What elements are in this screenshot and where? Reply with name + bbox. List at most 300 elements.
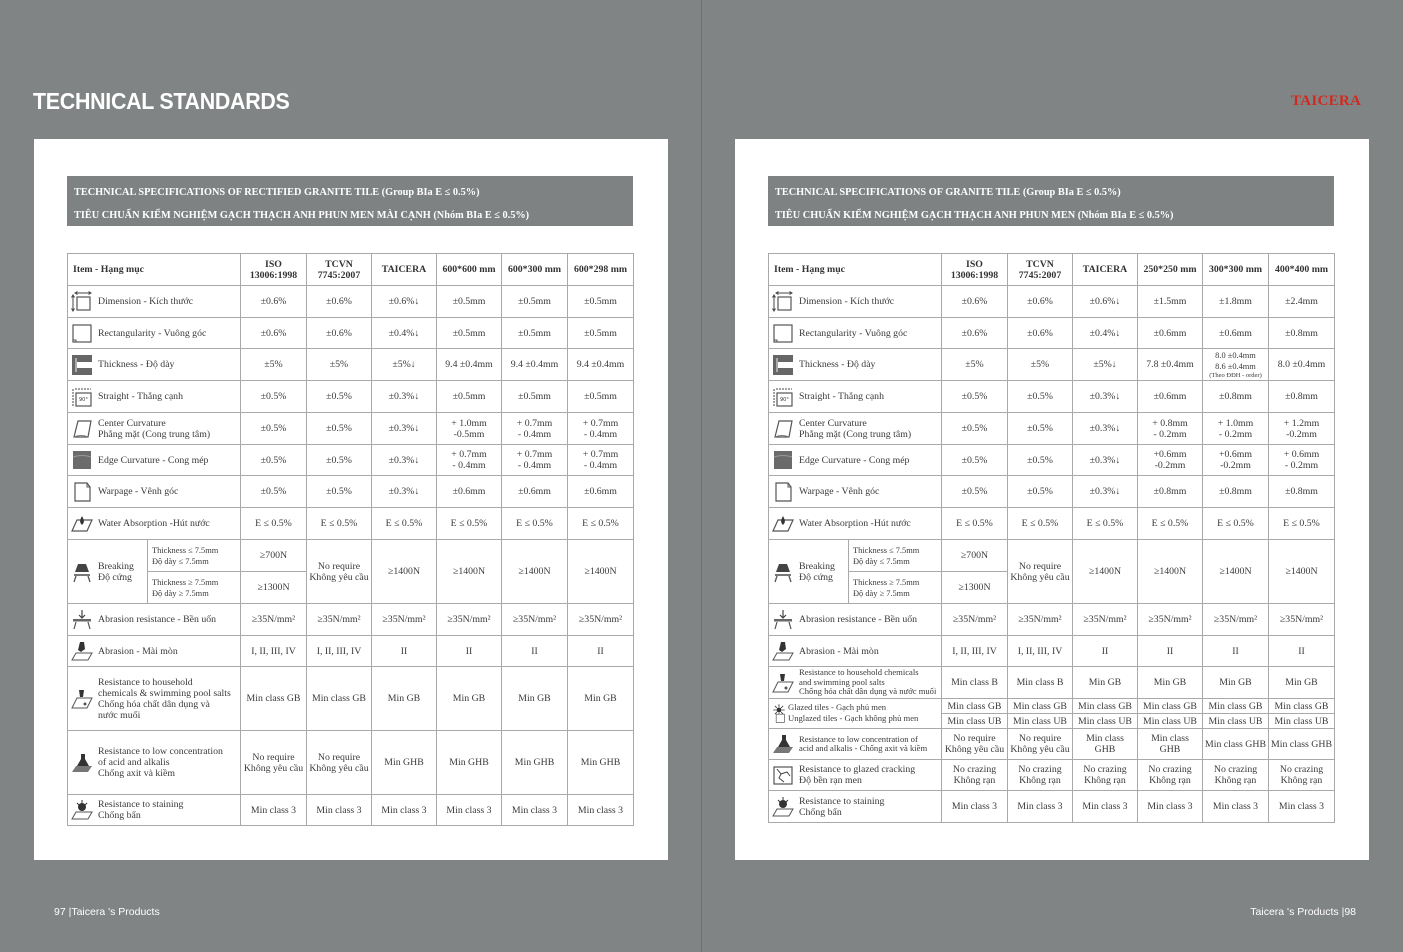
value-cell: ≥1400N [1073,540,1138,604]
value-cell: E ≤ 0.5% [1073,508,1138,540]
value-cell: ≥1300N [241,572,307,604]
item-label-line: Thickness - Độ dày [98,359,175,370]
item-label [98,455,238,466]
item-label-line: Resistance to glazed cracking [799,764,916,775]
value-line: ISO [265,258,282,270]
value-cell [1203,445,1269,476]
spec-title-bar [67,176,633,226]
value-cell [568,445,634,476]
spec-panel-rectified-granite [34,139,668,860]
item-label [98,746,238,779]
spec-title-en: TECHNICAL SPECIFICATIONS OF GRANITE TILE (Group BIa E ≤ 0.5%) [775,187,1121,198]
value-cell: ≥35N/mm² [437,604,502,636]
value-cell: Min class 3 [502,795,568,826]
value-cell: ±0.6% [1008,286,1073,318]
center-curvature-icon [71,418,93,440]
value-cell: ±0.6%↓ [372,286,437,318]
item-cell-straight [68,381,241,413]
value-cell: ≥35N/mm² [241,604,307,636]
value-cell: Min class 3 [307,795,372,826]
value-cell: ±0.5% [942,476,1008,508]
value-cell: ±5% [241,349,307,381]
value-cell: Min GB [1073,667,1138,699]
value-cell: ±5% [1008,349,1073,381]
value-cell: ±0.6mm [1203,318,1269,349]
item-cell-warp [769,476,942,508]
value-cell: ≥35N/mm² [1073,604,1138,636]
item-label [799,328,939,339]
item-label-line: Warpage - Vênh góc [98,486,179,497]
table-row [769,760,1335,791]
value-cell: 9.4 ±0.4mm [502,349,568,381]
table-row [68,795,634,826]
table-row [769,413,1335,445]
straightness-icon [772,386,794,408]
thickness-icon [71,354,93,376]
value-cell: ±1.8mm [1203,286,1269,318]
value-cell: Min class UB [1203,714,1269,729]
item-cell-dimension [68,286,241,318]
value-cell: I, II, III, IV [942,636,1008,667]
item-label-line: Resistance to low concentration [98,746,223,757]
value-cell [1138,760,1203,791]
value-cell: ≥1400N [437,540,502,604]
value-line: Độ dày ≤ 7.5mm [853,556,910,566]
value-cell: E ≤ 0.5% [1138,508,1203,540]
value-line: + 0.6mm [1283,449,1320,460]
value-line: + 1.0mm [1217,417,1254,429]
value-cell [1203,760,1269,791]
value-cell: Min class B [942,667,1008,699]
bending-load-icon [71,609,93,631]
item-label-line: Resistance to household chemicals [799,667,919,678]
item-cell-abrasion [769,636,942,667]
table-row [769,604,1335,636]
value-cell: Min GHB [568,731,634,795]
svg-text:90°: 90° [780,396,789,403]
value-cell: E ≤ 0.5% [372,508,437,540]
value-cell [1008,760,1073,791]
value-cell: ±0.5mm [568,381,634,413]
value-cell: ±5% [942,349,1008,381]
value-cell: ±0.5% [307,445,372,476]
value-cell: ±0.6% [241,318,307,349]
item-label-line: Breaking [799,560,835,572]
value-line: Không yêu cầu [1010,744,1070,755]
item-cell-acid [769,729,942,760]
value-line: Không yêu cầu [309,762,369,774]
value-cell: Min class UB [1269,714,1335,729]
stain-icon [71,799,93,821]
value-cell: ±0.8mm [1269,476,1335,508]
value-cell: ±0.6mm [502,476,568,508]
item-label-line: nước muối [98,709,141,721]
item-cell-chem [68,667,241,731]
value-cell: ≥35N/mm² [502,604,568,636]
breaking-subcondition [148,540,241,572]
value-cell: ±0.5% [1008,381,1073,413]
item-label-line: acid and alkalis - Chống axit và kiềm [799,743,928,753]
value-line: - 0.4mm [517,460,552,471]
table-row [769,699,1335,714]
value-line: No crazing [1083,764,1127,775]
brand-logo: TAICERA [1291,93,1362,109]
item-label-line: Chống axit và kiềm [98,768,176,779]
item-label [98,561,145,583]
rectangularity-icon [772,322,794,344]
column-header-iso [241,254,307,286]
value-line: TCVN [1026,258,1054,270]
straightness-icon [71,386,93,408]
value-line: -0.2mm [1154,460,1186,471]
value-cell [502,445,568,476]
item-label-line: Phẳng mặt (Cong trung tâm) [799,428,912,440]
item-label [799,668,939,697]
value-note: (Theo ĐĐH - order) [1209,371,1262,379]
table-row [769,508,1335,540]
svg-text:90°: 90° [79,396,88,403]
value-line: 13006:1998 [950,269,999,281]
value-cell [942,760,1008,791]
value-cell: ±0.8mm [1138,476,1203,508]
value-line: No require [1018,733,1062,744]
value-cell: E ≤ 0.5% [437,508,502,540]
value-cell: ±5%↓ [1073,349,1138,381]
value-cell: Min class UB [1138,714,1203,729]
value-cell [307,540,372,604]
item-cell-warp [68,476,241,508]
value-cell: ±0.5% [942,413,1008,445]
value-cell: ≥700N [942,540,1008,572]
value-cell: 9.4 ±0.4mm [437,349,502,381]
value-cell [1269,413,1335,445]
value-cell: Min class 3 [1138,791,1203,823]
value-cell [1269,760,1335,791]
value-line: 13006:1998 [249,269,298,281]
value-cell: Min class 3 [241,795,307,826]
value-line: 8.6 ±0.4mm [1215,361,1256,371]
value-cell: ±0.5% [1008,445,1073,476]
item-label-line: Chống bẩn [98,810,141,821]
table-row [68,445,634,476]
item-label-line: Abrasion resistance - Bền uốn [98,614,217,625]
table-row [769,318,1335,349]
value-line: No require [1018,560,1062,572]
value-line: -0.5mm [453,428,485,440]
item-label-line: Resistance to household [98,676,193,688]
value-cell: Min class B [1008,667,1073,699]
item-label-line: Abrasion - Mài mòn [799,645,879,657]
item-cell-abr_res [769,604,942,636]
breaking-subcondition [849,572,942,604]
spread-divider [701,0,702,952]
water-drop-icon [71,513,93,535]
value-cell: Min class GB [1203,699,1269,714]
value-cell: ≥700N [241,540,307,572]
value-cell: Min GB [568,667,634,731]
warpage-icon [71,481,93,503]
value-cell: Min class GHB [1203,729,1269,760]
value-cell: Min GHB [502,731,568,795]
table-row [68,667,634,731]
column-header-size: 600*298 mm [568,254,634,286]
value-cell: 8.0 ±0.4mm [1269,349,1335,381]
value-line: - 0.2mm [1153,428,1187,440]
value-cell: ≥1400N [502,540,568,604]
item-label [799,455,939,466]
value-cell: ±0.5% [307,413,372,445]
value-cell [568,413,634,445]
value-line: Không rạn [1149,775,1191,786]
spec-title-vi: TIÊU CHUẨN KIỂM NGHIỆM GẠCH THẠCH ANH PHUN MEN MÀI CẠNH (Nhóm BIa E ≤ 0.5%) [74,210,530,221]
item-label-line: Phẳng mặt (Cong trung tâm) [98,428,211,440]
table-row [68,381,634,413]
table-row [769,476,1335,508]
value-line: + 1.0mm [451,417,487,429]
table-row [68,508,634,540]
value-cell: I, II, III, IV [1008,636,1073,667]
item-label [799,296,939,307]
column-header-item: Item - Hạng mục [68,254,241,286]
value-cell: I, II, III, IV [307,636,372,667]
value-cell: Min class 3 [1073,791,1138,823]
item-label-line: Abrasion resistance - Bền uốn [799,614,918,625]
item-label-line: Edge Curvature - Cong mép [98,454,209,466]
item-cell-crack [769,760,942,791]
value-line: No crazing [952,764,997,775]
value-line: Thickness ≥ 7.5mm [853,577,920,587]
item-label [98,799,238,821]
value-line: + 0.7mm [516,449,553,460]
table-row [769,667,1335,699]
breaking-subcondition [148,572,241,604]
item-label-line: Thickness - Độ dày [799,359,876,370]
item-label [799,359,939,370]
value-cell: ±0.5% [307,476,372,508]
item-label-line: Straight - Thẳng cạnh [799,391,884,402]
value-cell: ±0.6% [241,286,307,318]
item-label-line: Độ cứng [799,571,833,583]
value-line: Thickness ≤ 7.5mm [152,545,219,555]
item-label [98,518,238,529]
value-cell: ±0.3%↓ [1073,413,1138,445]
value-cell: Min class UB [1073,714,1138,729]
value-line: Độ dày ≥ 7.5mm [152,588,209,598]
value-cell: Min GHB [437,731,502,795]
item-label-line: Water Absorption -Hút nước [799,518,911,529]
item-label-line: Chống bẩn [799,806,842,818]
value-line: +0.6mm [1218,449,1252,460]
value-cell: ≥35N/mm² [1138,604,1203,636]
value-cell: Min class 3 [1203,791,1269,823]
unglazed-tile-icon [774,712,786,724]
value-line: - 0.4mm [517,428,552,440]
footer-page-number-right: Taicera 's Products |98 [1250,906,1356,918]
value-cell: E ≤ 0.5% [568,508,634,540]
value-cell: ±0.5% [1008,413,1073,445]
spec-table [67,253,634,826]
value-cell: Min class GHB [1073,729,1138,760]
value-cell: Min class 3 [372,795,437,826]
item-label-line: Dimension - Kích thước [98,296,194,307]
value-cell: ±0.6mm [568,476,634,508]
column-header-item: Item - Hạng mục [769,254,942,286]
spec-title-vi: TIÊU CHUẨN KIỂM NGHIỆM GẠCH THẠCH ANH PHUN MEN (Nhóm BIa E ≤ 0.5%) [775,210,1174,221]
item-label-line: Edge Curvature - Cong mép [799,454,910,466]
value-cell: ±0.3%↓ [1073,381,1138,413]
value-cell: ±1.5mm [1138,286,1203,318]
column-header-taicera: TAICERA [372,254,437,286]
value-cell: ±0.4%↓ [1073,318,1138,349]
value-cell: ±0.6mm [1138,318,1203,349]
edge-curvature-icon [772,449,794,471]
value-cell: ±0.4%↓ [372,318,437,349]
value-cell: E ≤ 0.5% [241,508,307,540]
item-label-line-wrap [788,712,939,724]
value-cell [1138,413,1203,445]
value-cell: ≥1400N [1203,540,1269,604]
dimension-icon [772,291,794,313]
value-cell: ≥35N/mm² [568,604,634,636]
value-cell: ±0.6% [942,286,1008,318]
item-label-line: Resistance to staining [799,795,885,807]
breaking-strength-icon [71,561,93,583]
value-cell: ±0.6% [307,318,372,349]
value-cell: ±0.5mm [502,286,568,318]
column-header-size: 600*600 mm [437,254,502,286]
table-row [68,349,634,381]
item-label [98,614,238,625]
value-line: + 0.8mm [1152,417,1188,429]
column-header-tcvn [307,254,372,286]
spec-title-bar [768,176,1334,226]
item-cell-breaking [769,540,849,604]
item-label-line: Độ bền rạn men [799,775,862,786]
breaking-subcondition [849,540,942,572]
item-label-line: and swimming pool salts [799,676,885,687]
value-cell: Min class UB [1008,714,1073,729]
value-cell [502,413,568,445]
value-cell: ≥35N/mm² [942,604,1008,636]
value-cell: ±0.5% [241,413,307,445]
value-cell: ±0.5mm [568,318,634,349]
column-header-iso [942,254,1008,286]
table-row [68,636,634,667]
value-line: 7745:2007 [317,269,361,281]
value-cell: ±0.6%↓ [1073,286,1138,318]
value-line: Độ dày ≥ 7.5mm [853,588,910,598]
item-label-line: Center Curvature [98,417,166,429]
value-line: ISO [966,258,983,270]
value-cell: ≥1400N [372,540,437,604]
value-cell: Min class GB [1269,699,1335,714]
value-line: No crazing [1279,764,1324,775]
item-label-line: Water Absorption -Hút nước [98,518,210,529]
breaking-strength-icon [772,561,794,583]
item-label-line: Độ cứng [98,571,132,583]
item-cell-water [769,508,942,540]
value-cell: ±0.5mm [437,286,502,318]
value-cell: E ≤ 0.5% [307,508,372,540]
value-cell: Min class GB [241,667,307,731]
table-row [769,349,1335,381]
item-cell-breaking [68,540,148,604]
value-line: + 0.7mm [451,449,487,460]
value-cell: ±0.5% [241,445,307,476]
item-label [788,703,939,725]
value-cell: II [1073,636,1138,667]
footer-page-number-left: 97 |Taicera 's Products [54,906,160,918]
item-label [799,764,939,786]
value-line: No require [317,751,361,763]
value-cell: Min class GB [1073,699,1138,714]
value-cell: Min class 3 [1269,791,1335,823]
item-label [799,391,939,402]
value-cell: ≥1400N [1269,540,1335,604]
value-cell: E ≤ 0.5% [1203,508,1269,540]
value-line: Độ dày ≤ 7.5mm [152,556,209,566]
value-cell: Min class GB [307,667,372,731]
edge-curvature-icon [71,449,93,471]
value-cell: ≥35N/mm² [372,604,437,636]
value-cell: ±0.5% [241,381,307,413]
table-row [68,731,634,795]
value-cell [1008,729,1073,760]
spec-table [768,253,1335,823]
item-cell-thick [68,349,241,381]
value-cell: ±0.8mm [1269,318,1335,349]
table-row [68,604,634,636]
value-cell [1203,349,1269,381]
spec-title-en: TECHNICAL SPECIFICATIONS OF RECTIFIED GRANITE TILE (Group BIa E ≤ 0.5%) [74,187,480,198]
item-label-line: Breaking [98,560,134,572]
value-cell: Min class 3 [568,795,634,826]
item-label-line: Rectangularity - Vuông góc [98,327,207,339]
value-cell: ±0.6mm [437,476,502,508]
value-line: Không rạn [1280,775,1323,786]
table-row [769,791,1335,823]
value-cell: I, II, III, IV [241,636,307,667]
spec-panel-granite [735,139,1369,860]
value-line: TCVN [325,258,353,270]
item-cell-abrasion [68,636,241,667]
value-line: Không rạn [1084,775,1126,786]
value-cell: ±0.5% [1008,476,1073,508]
value-line: -0.2mm [1286,428,1317,440]
value-cell: Min GB [1203,667,1269,699]
table-row [769,636,1335,667]
item-label [799,418,939,440]
acid-flask-icon [71,752,93,774]
value-line: - 0.4mm [452,460,486,471]
item-label [98,677,238,721]
item-label [98,359,238,370]
item-label-line: Resistance to staining [98,799,184,810]
value-cell: ≥1400N [1138,540,1203,604]
value-cell: ±0.6% [307,286,372,318]
value-line: - 0.4mm [583,428,618,440]
thickness-icon [772,354,794,376]
dimension-icon [71,291,93,313]
value-line: Không rạn [1214,775,1257,786]
center-curvature-icon [772,418,794,440]
column-header-taicera: TAICERA [1073,254,1138,286]
table-header-row [68,254,634,286]
value-cell: Min class UB [942,714,1008,729]
item-label [98,486,238,497]
value-cell: ±5% [307,349,372,381]
item-label [799,561,846,583]
